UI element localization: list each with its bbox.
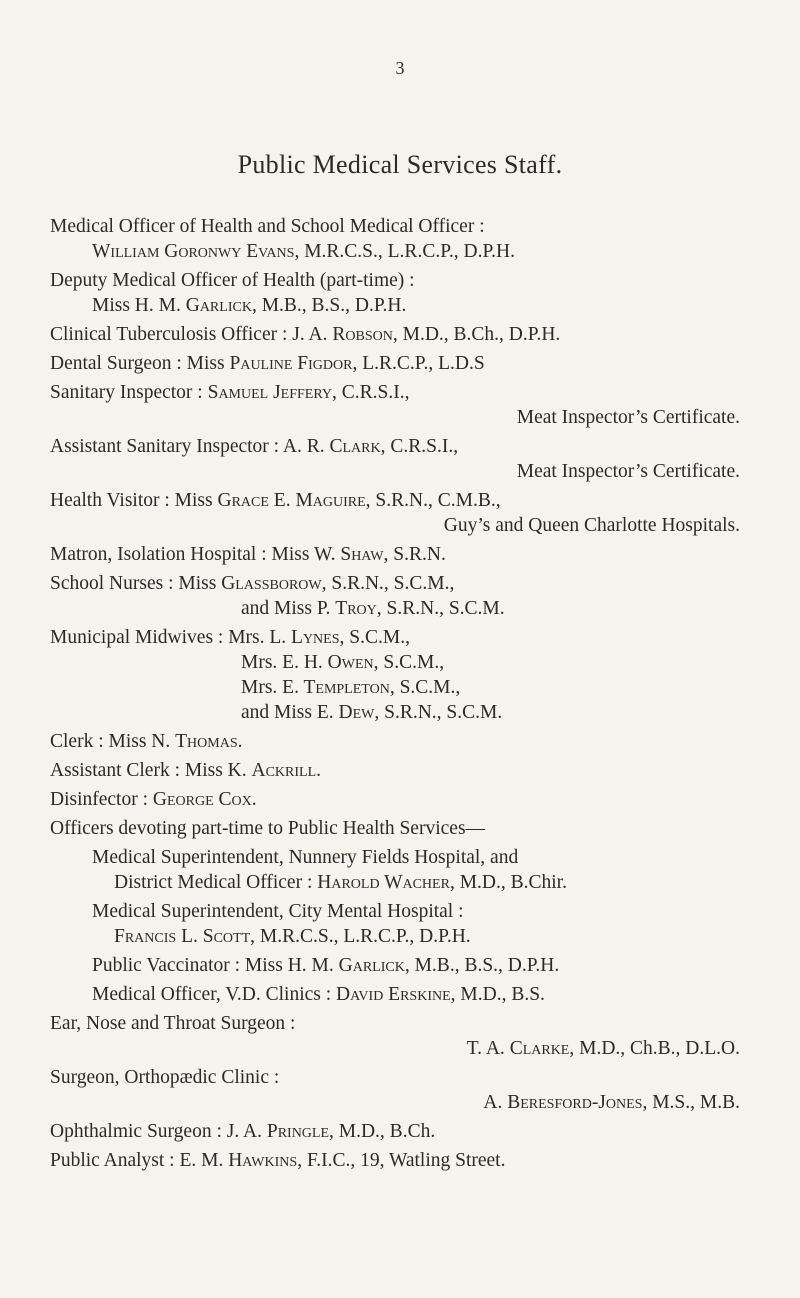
staff-name: Samuel Jeffery	[207, 382, 333, 403]
hospitals: Guy’s and Queen Charlotte Hospitals.	[443, 515, 740, 536]
qualifications: , S.C.M.,	[389, 677, 461, 698]
entry-orthopaedic-surgeon	[50, 1065, 740, 1115]
staff-name: Grace E. Maguire	[217, 490, 366, 511]
staff-name: Shaw	[340, 544, 384, 565]
entry-assistant-clerk	[50, 758, 740, 783]
qualifications: , S.C.M.,	[339, 627, 410, 648]
role-label: Clinical Tuberculosis Officer :	[50, 324, 293, 345]
name-prefix: and Miss P.	[241, 598, 336, 619]
staff-name: Clark	[329, 436, 381, 457]
role-label: Medical Officer, V.D. Clinics :	[92, 984, 337, 1005]
role-label: School Nurses : Miss	[50, 573, 222, 594]
role-label: Municipal Midwives : Mrs.	[50, 627, 270, 648]
staff-name: Garlick	[338, 955, 405, 976]
staff-name: Ackrill	[251, 760, 317, 781]
staff-list	[50, 214, 740, 1177]
staff-name: Garlick	[185, 295, 252, 316]
entry-matron	[50, 542, 740, 567]
role-label: Public Vaccinator : Miss H. M.	[92, 955, 339, 976]
staff-name: Francis L. Scott	[114, 926, 251, 947]
staff-name: Robson	[332, 324, 393, 345]
staff-name: Troy	[335, 598, 377, 619]
certificate: Meat Inspector’s Certificate.	[516, 461, 740, 482]
role-label: Dental Surgeon : Miss	[50, 353, 230, 374]
staff-name: Clarke	[509, 1038, 570, 1059]
qualifications: , M.S., M.B.	[642, 1092, 740, 1113]
entry-nunnery-fields	[50, 845, 740, 895]
section-heading-part-time	[50, 816, 740, 841]
entry-clerk	[50, 729, 740, 754]
certificate: Meat Inspector’s Certificate.	[516, 407, 740, 428]
page-title: Public Medical Services Staff.	[237, 150, 563, 179]
role-label: District Medical Officer :	[114, 872, 318, 893]
qualifications: , S.R.N., S.C.M.	[376, 598, 505, 619]
entry-municipal-midwives	[50, 625, 740, 725]
staff-name: Harold Wacher	[317, 872, 450, 893]
role-label: Sanitary Inspector :	[50, 382, 208, 403]
role-label: Ophthalmic Surgeon : J. A.	[50, 1121, 267, 1142]
qualifications: , S.R.N.	[383, 544, 446, 565]
entry-ent-surgeon	[50, 1011, 740, 1061]
entry-moh	[50, 214, 740, 264]
role-label: Medical Officer of Health and School Medical Officer :	[50, 216, 485, 237]
staff-name: Pringle	[266, 1121, 330, 1142]
entry-city-mental-hospital	[50, 899, 740, 949]
role-label: Matron, Isolation Hospital : Miss W.	[50, 544, 341, 565]
staff-name: Pauline Figdor	[229, 353, 353, 374]
entry-public-analyst	[50, 1148, 740, 1173]
qualifications: , M.D., B.Chir.	[449, 872, 567, 893]
role-label: Ear, Nose and Throat Surgeon :	[50, 1013, 296, 1034]
role-label: Health Visitor : Miss	[50, 490, 218, 511]
qualifications: .	[251, 789, 257, 810]
qualifications: , F.I.C., 19, Watling Street.	[297, 1150, 506, 1171]
qualifications: .	[237, 731, 243, 752]
role-label: Assistant Sanitary Inspector : A. R.	[50, 436, 330, 457]
name-prefix: J. A.	[292, 324, 333, 345]
staff-name: David Erskine	[336, 984, 451, 1005]
qualifications: , L.R.C.P., L.D.S	[352, 353, 485, 374]
role-label: Clerk : Miss N.	[50, 731, 176, 752]
entry-tuberculosis-officer	[50, 322, 740, 347]
staff-name: Thomas	[175, 731, 238, 752]
staff-name: Beresford-Jones	[507, 1092, 643, 1113]
staff-name: E. Dew	[316, 702, 375, 723]
entry-deputy-moh	[50, 268, 740, 318]
name-prefix: T. A.	[466, 1038, 510, 1059]
qualifications: , M.D., Ch.B., D.L.O.	[569, 1038, 740, 1059]
qualifications: , M.B., B.S., D.P.H.	[251, 295, 407, 316]
entry-assistant-sanitary-inspector	[50, 434, 740, 484]
qualifications: , M.B., B.S., D.P.H.	[404, 955, 560, 976]
page-number: 3	[395, 58, 405, 78]
entry-sanitary-inspector	[50, 380, 740, 430]
staff-name: William Goronwy Evans	[92, 241, 295, 262]
name-prefix: A.	[483, 1092, 508, 1113]
name-prefix: Mrs.	[241, 677, 283, 698]
name-prefix: Mrs.	[241, 652, 283, 673]
qualifications: , S.R.N., S.C.M.,	[321, 573, 455, 594]
entry-disinfector	[50, 787, 740, 812]
role-label: Surgeon, Orthopædic Clinic :	[50, 1067, 280, 1088]
role-label: Public Analyst : E. M.	[50, 1150, 229, 1171]
qualifications: , S.R.N., S.C.M.	[374, 702, 503, 723]
staff-name: Glassborow	[221, 573, 322, 594]
section-heading: Officers devoting part-time to Public Health Services—	[50, 818, 486, 839]
role-label: Assistant Clerk : Miss K.	[50, 760, 252, 781]
qualifications: .	[316, 760, 322, 781]
qualifications: , M.R.C.S., L.R.C.P., D.P.H.	[250, 926, 471, 947]
qualifications: , S.R.N., C.M.B.,	[365, 490, 501, 511]
entry-ophthalmic-surgeon	[50, 1119, 740, 1144]
qualifications: , C.R.S.I.,	[332, 382, 410, 403]
entry-school-nurses	[50, 571, 740, 621]
role-label: Medical Superintendent, Nunnery Fields Hospital, and	[92, 847, 519, 868]
qualifications: , S.C.M.,	[373, 652, 445, 673]
name-prefix: and Miss	[241, 702, 317, 723]
staff-name: George Cox	[152, 789, 252, 810]
qualifications: , C.R.S.I.,	[380, 436, 459, 457]
staff-name: E. H. Owen	[282, 652, 374, 673]
entry-vd-clinics	[50, 982, 740, 1007]
entry-dental-surgeon	[50, 351, 740, 376]
role-label: Deputy Medical Officer of Health (part-time) :	[50, 270, 415, 291]
qualifications: , M.D., B.Ch., D.P.H.	[392, 324, 561, 345]
qualifications: , M.D., B.S.	[450, 984, 545, 1005]
entry-public-vaccinator	[50, 953, 740, 978]
staff-name: Hawkins	[228, 1150, 298, 1171]
staff-name: E. Templeton	[282, 677, 390, 698]
qualifications: , M.R.C.S., L.R.C.P., D.P.H.	[294, 241, 515, 262]
staff-name: L. Lynes	[269, 627, 340, 648]
role-label: Disinfector :	[50, 789, 153, 810]
entry-health-visitor	[50, 488, 740, 538]
name-prefix: Miss H. M.	[92, 295, 186, 316]
role-label: Medical Superintendent, City Mental Hospital :	[92, 901, 464, 922]
qualifications: , M.D., B.Ch.	[329, 1121, 436, 1142]
